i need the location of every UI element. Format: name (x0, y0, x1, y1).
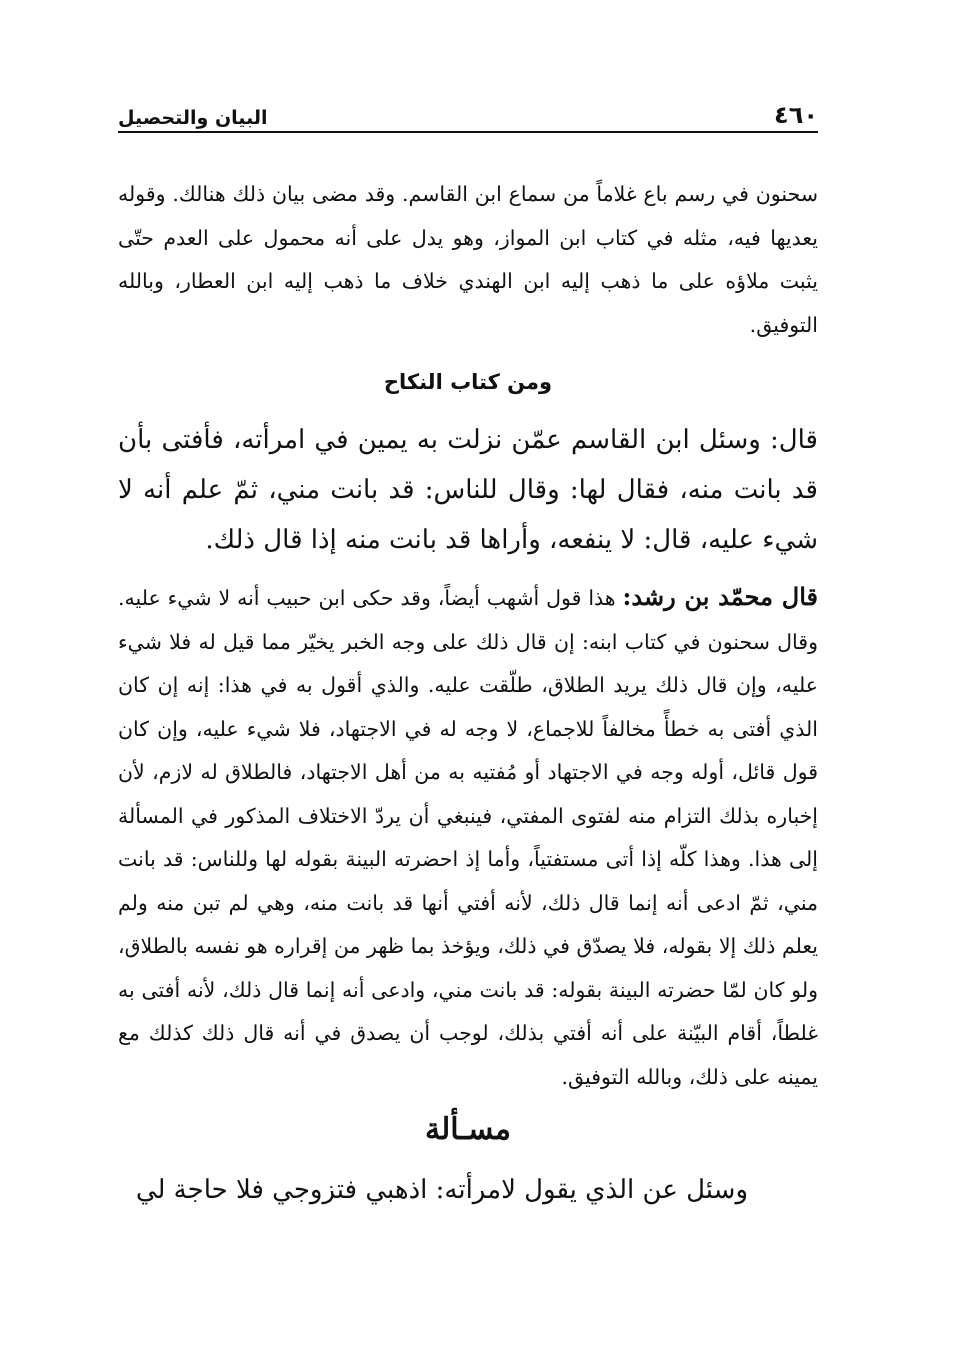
commentary-text: هذا قول أشهب أيضاً، وقد حكى ابن حبيب أنه لا شيء عليه. وقال سحنون في كتاب ابنه: إن قال ذلك على وجه الخبر يخيّر مما قيل له فلا شيء عليه، وإن قال ذلك يريد الطلاق، طلّقت عليه. والذي أقول به في هذا: إنه إن كان الذي أفتى به خطأً مخالفاً للاجماع، لا وجه له في الاجتهاد، فلا شيء عليه، وإن كان قول قائل، أوله وجه في الاجتهاد أو مُفتيه به من أهل الاجتهاد، فالطلاق له لازم، لأن إخباره بذلك التزام منه لفتوى المفتي، فينبغي أن يردّ الاختلاف المذكور في المسألة إلى هذا. وهذا كلّه إذا أتى مستفتياً، وأما إذ احضرته البينة بقوله لها وللناس: قد بانت مني، ثمّ ادعى أنه إنما قال ذلك، لأنه أفتي أنها قد بانت منه، وهي لم تبن منه ولم يعلم ذلك إلا بقوله، فلا يصدّق في ذلك، ويؤخذ بما ظهر من إقراره هو نفسه بالطلاق، ولو كان لمّا حضرته البينة بقوله: قد بانت مني، وادعى أنه إنما قال ذلك، لأنه أفتى به غلطاً، أقام البيّنة على أنه أفتي بذلك، لوجب أن يصدق في أنه قال ذلك كذلك مع يمينه على ذلك، وبالله التوفيق. (118, 586, 818, 1089)
section-heading: ومن كتاب النكاح (383, 370, 553, 394)
running-header (118, 95, 818, 133)
top-paragraph: سحنون في رسم باع غلاماً من سماع ابن القاسم. وقد مضى بيان ذلك هنالك. وقوله يعديها فيه، مثله في كتاب ابن المواز، وهو يدل على أنه محمول على العدم حتّى يثبت ملاؤه على ما ذهب إليه ابن الهندي خلاف ما ذهب إليه ابن العطار، وبالله التوفيق. (118, 182, 818, 337)
commentary-paragraph (118, 575, 818, 1099)
last-line: وسئل عن الذي يقول لامرأته: اذهبي فتزوجي فلا حاجة لي (135, 1175, 748, 1205)
book-page (118, 95, 818, 1215)
book-title: البيان والتحصيل (118, 107, 268, 129)
commentary-intro: قال محمّد بن رشد: (622, 582, 818, 611)
question-paragraph: قال: وسئل ابن القاسم عمّن نزلت به يمين في امرأته، فأفتى بأن قد بانت منه، فقال لها: وقال للناس: قد بانت مني، ثمّ علم أنه لا شيء عليه، قال: لا ينفعه، وأراها قد بانت منه إذا قال ذلك. (118, 425, 818, 555)
page-number: ٤٦٠ (774, 101, 818, 129)
masala-heading: مسـألة (425, 1112, 511, 1147)
